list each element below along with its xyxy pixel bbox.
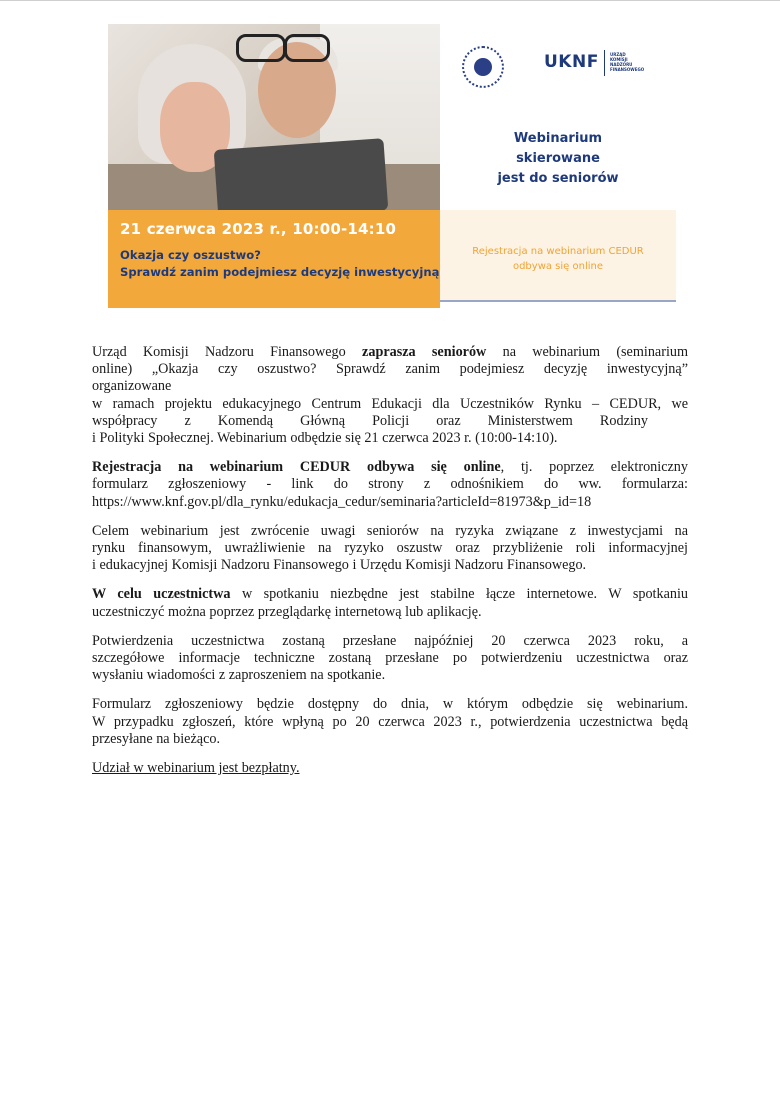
registration-panel bbox=[440, 210, 676, 302]
paragraph-registration: Rejestracja na webinarium CEDUR odbywa się online, tj. poprzez elektroniczny formularz zgłoszeniowy - link do strony z odnośnikiem do ww. formularza: https://www.knf.gov.pl/dla_rynku/edukacja_cedur/seminaria?articleId=81973&p_id=18 bbox=[92, 459, 688, 510]
logo-panel bbox=[440, 24, 676, 210]
date-panel bbox=[108, 210, 440, 308]
paragraph-free-participation: Udział w webinarium jest bezpłatny. bbox=[92, 760, 300, 777]
logo-divider bbox=[604, 50, 605, 76]
registration-note: Rejestracja na webinarium CEDUR odbywa się online bbox=[472, 246, 644, 272]
paragraph-invitation: Urząd Komisji Nadzoru Finansowego zaprasza seniorów na webinarium (seminarium online) „Okazja czy oszustwo? Sprawdź zanim podejmiesz decyzję inwestycyjną” organizowane w ramach projektu edukacyjnego Centrum Edukacji dla Uczestników Rynku – CEDUR, we współpracy z Komendą Główną Policji oraz Ministerstwem Rodziny i Polityki Społecznej. Webinarium odbędzie się 21 czerwca 2023 r. (10:00-14:10). bbox=[92, 344, 689, 447]
seniors-photo bbox=[108, 24, 440, 210]
uknf-logo-subtitle: URZĄD KOMISJI NADZORU FINANSOWEGO bbox=[610, 52, 645, 72]
event-subtitle-line1: Okazja czy oszustwo? bbox=[120, 248, 261, 262]
paragraph-confirmation: Potwierdzenia uczestnictwa zostaną przesłane najpóźniej 20 czerwca 2023 roku, a szczegółowe informacje techniczne zostaną przesłane po potwierdzeniu uczestnictwa oraz wysłaniu wiadomości z zaproszeniem na spotkanie. bbox=[92, 632, 688, 684]
event-subtitle-line2: Sprawdź zanim podejmiesz decyzję inwestycyjną bbox=[120, 265, 440, 279]
emblem-center bbox=[474, 58, 492, 76]
registration-link[interactable]: https://www.knf.gov.pl/dla_rynku/edukacja_cedur/seminaria?articleId=81973&p_id=18 bbox=[92, 493, 592, 510]
event-date: 21 czerwca 2023 r., 10:00-14:10 bbox=[120, 220, 397, 238]
tablet-icon bbox=[214, 138, 389, 210]
webinar-banner bbox=[108, 24, 676, 308]
paragraph-form-availability: Formularz zgłoszeniowy będzie dostępny do dnia, w którym odbędzie się webinarium. W przypadku zgłoszeń, które wpłyną po 20 czerwca 2023 r., potwierdzenia uczestnictwa będą przesyłane na bieżąco. bbox=[92, 696, 688, 747]
webinar-heading: Webinarium skierowane jest do seniorów bbox=[497, 131, 619, 186]
document-body bbox=[92, 344, 688, 789]
paragraph-requirements: W celu uczestnictwa w spotkaniu niezbędne jest stabilne łącze internetowe. W spotkaniu uczestniczyć można poprzez przeglądarkę internetową lub aplikację. bbox=[92, 586, 688, 620]
banner-rule bbox=[440, 300, 676, 302]
paragraph-purpose: Celem webinarium jest zwrócenie uwagi seniorów na ryzyka związane z inwestycjami na rynku finansowym, uwrażliwienie na ryzyko oszustw oraz przybliżenie roli informacyjnej i edukacyjnej Komisji Nadzoru Finansowego i Urzędu Komisji Nadzoru Finansowego. bbox=[92, 522, 688, 574]
page-top-edge bbox=[0, 0, 780, 1]
uknf-logo: UKNF bbox=[544, 52, 599, 72]
